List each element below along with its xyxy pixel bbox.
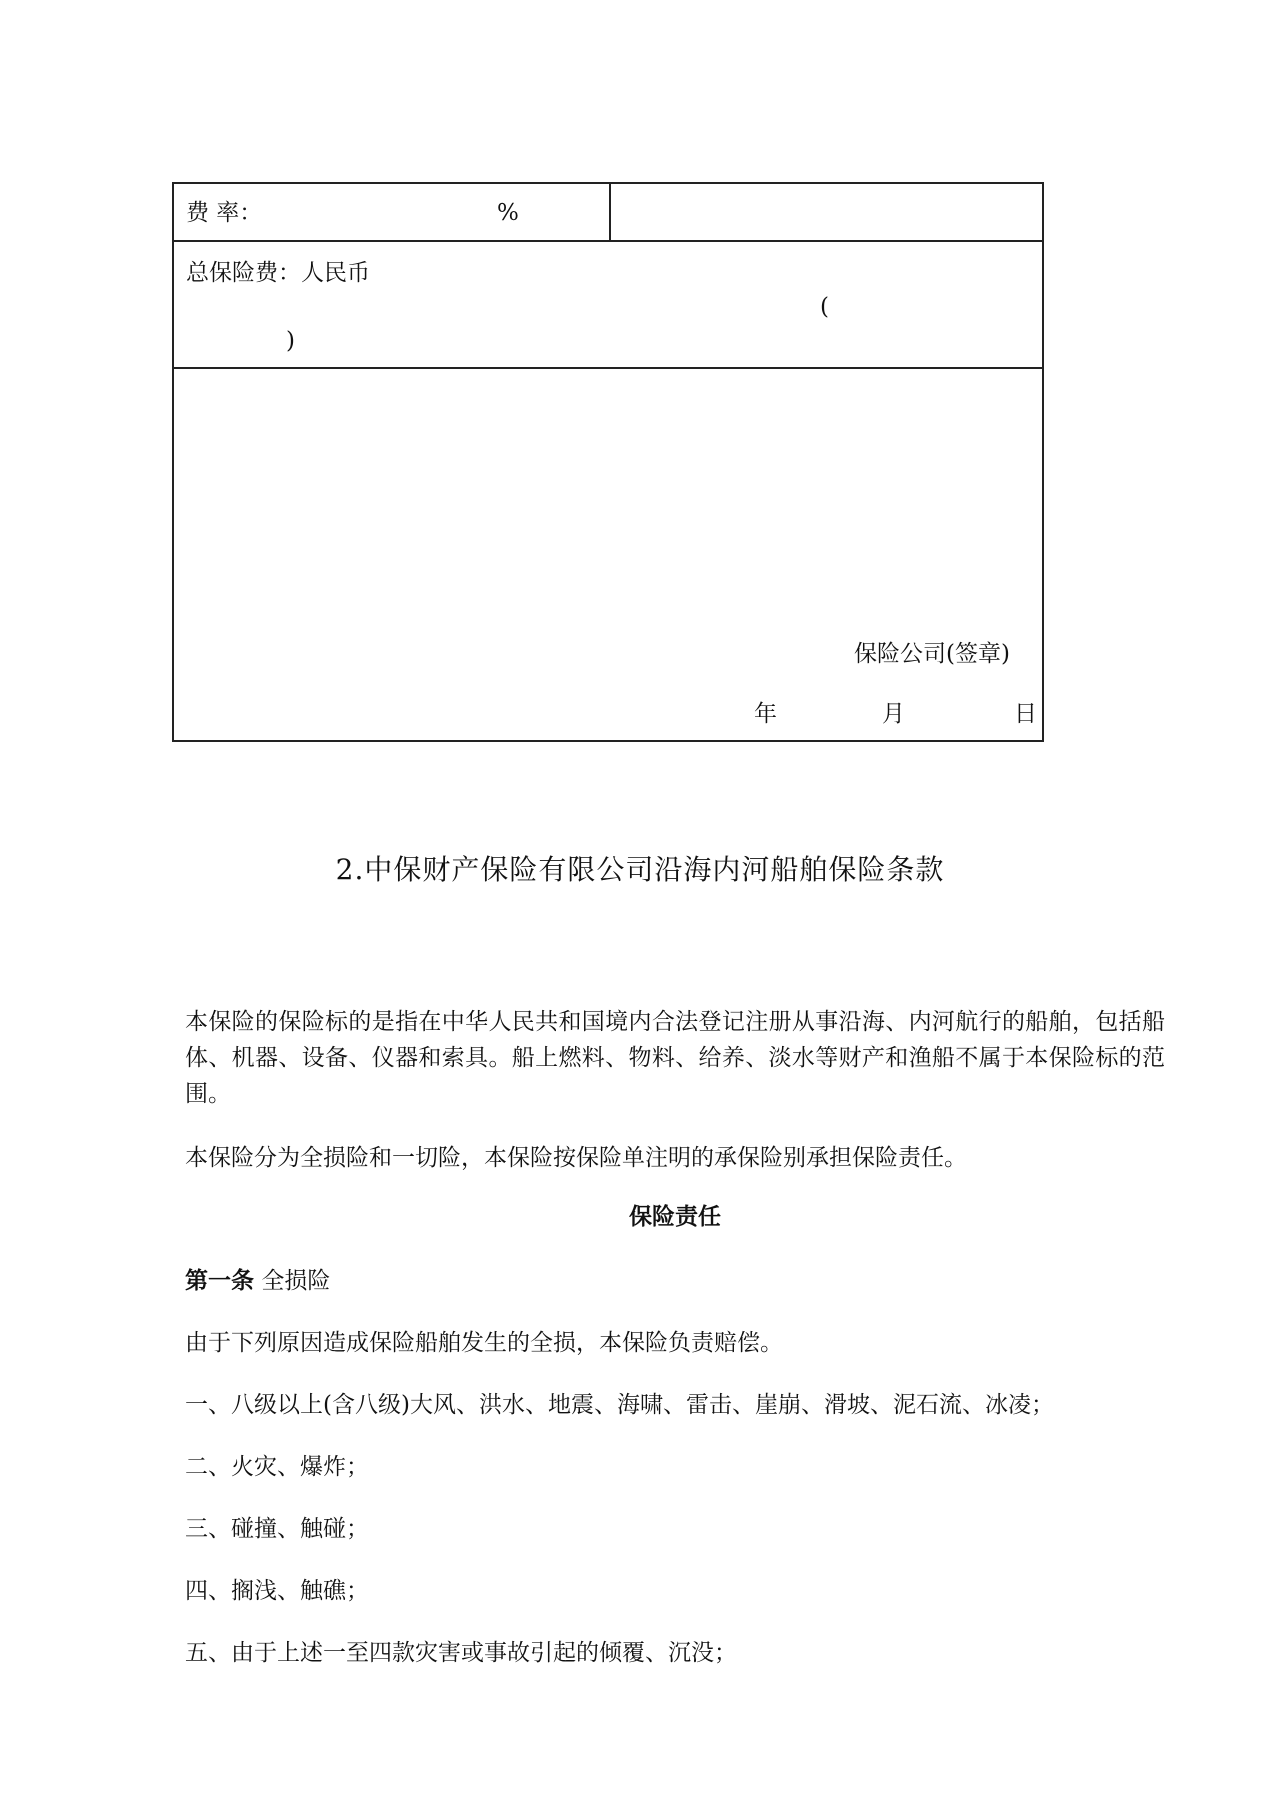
article-label: 第一条 [185,1268,254,1294]
day-label: 日 [1014,701,1037,727]
paragraph-coverage: 本保险分为全损险和一切险，本保险按保险单注明的承保险别承担保险责任。 [185,1145,967,1171]
open-paren: ( [820,294,829,320]
list-item: 二、火灾、爆炸； [185,1454,369,1480]
column-divider [609,184,611,240]
rate-unit: % [497,200,519,226]
rate-label: 费 率： [186,200,263,226]
company-seal: 保险公司(签章) [854,641,1010,667]
article-intro: 由于下列原因造成保险船舶发生的全损，本保险负责赔偿。 [185,1330,783,1356]
list-item: 一、八级以上(含八级)大风、洪水、地震、海啸、雷击、崖崩、滑坡、泥石流、冰凌； [185,1392,1054,1418]
policy-form-table [172,182,1044,742]
article-title: 全损险 [261,1268,331,1294]
article-heading [185,1262,330,1295]
close-paren: ) [286,328,295,354]
month-label: 月 [882,701,905,727]
list-item: 四、搁浅、触礁； [185,1578,369,1604]
section-heading: 保险责任 [629,1204,721,1230]
document-title: 2.中保财产保险有限公司沿海内河船舶保险条款 [335,853,945,886]
year-label: 年 [754,701,777,727]
list-item: 五、由于上述一至四款灾害或事故引起的倾覆、沉没； [185,1640,737,1666]
row-divider [174,367,1042,369]
list-item: 三、碰撞、触碰； [185,1516,369,1542]
paragraph-subject: 本保险的保险标的是指在中华人民共和国境内合法登记注册从事沿海、内河航行的船舶，包括船体、机器、设备、仪器和索具。船上燃料、物料、给养、淡水等财产和渔船不属于本保险标的范围。 [185,1009,1165,1107]
premium-label: 总保险费：人民币 [186,260,370,286]
row-divider [174,240,1042,242]
